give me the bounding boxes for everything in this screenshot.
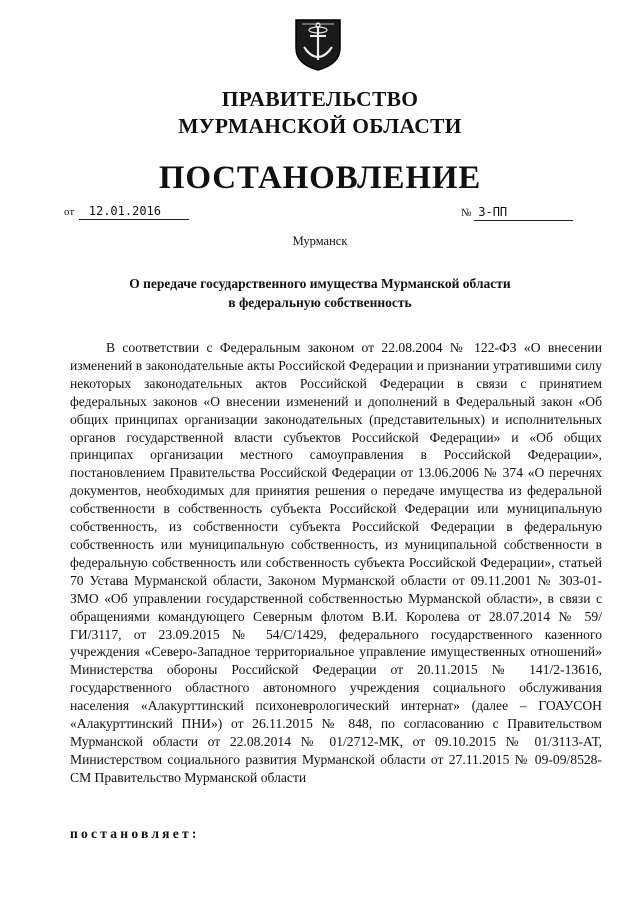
city-name: Мурманск [292, 234, 348, 248]
resolves-keyword: постановляет: [70, 826, 200, 841]
body-paragraph: В соответствии с Федеральным законом от 22.08.2004 № 122-ФЗ «О внесении изменений в законодательные акты Российской Федерации и признании утратившими силу некоторых законодательных актов Российской Федерации в связи с принятием федеральных законов «О внесении изменений и дополнений в Федеральный закон «Об общих принципах организации законодательных (представительных) и исполнительных органов государственной власти субъектов Российской Федерации» и «Об общих принципах организации местного самоуправления в Российской Федерации», постановлением Правительства Российской Федерации от 13.06.2006 № 374 «О перечнях документов, необходимых для принятия решения о передаче имущества из федеральной собственности в собственность субъекта Российской Федерации или муниципальную собственность, из собственности субъекта Российской Федерации в федеральную собственность или муниципальную собственность, из муниципальной собственности в федеральную собственность или собственность субъекта Российской Федерации», статьей 70 Устава Мурманской области, Законом Мурманской области от 09.11.2001 № 303-01-ЗМО «Об управлении государственной собственностью Мурманской области», в связи с обращениями командующего Северным флотом В.И. Королева от 28.07.2014 № 59/ГИ/3117, от 23.09.2015 № 54/С/1429, федерального государственного казенного учреждения «Северо-Западное территориальное управление имущественных отношений» Министерства обороны Российской Федерации от 20.11.2015 № 141/2-13616, государственного областного автономного учреждения социального обслуживания населения «Алакурттинский психоневрологический интернат» (далее – ГОАУСОН «Алакурттинский ПНИ») от 26.11.2015 № 848, по согласованию с Правительством Мурманской области от 22.08.2014 № 01/2712-МК, от 09.10.2015 № 01/3113-АТ, Министерством социального развития Мурманской области от 27.11.2015 № 09-09/8528-СМ Правительство Мурманской области [70, 340, 602, 785]
government-title [0, 86, 640, 140]
number-field [461, 205, 573, 221]
number-prefix: № [461, 207, 472, 219]
coat-of-arms-emblem [293, 14, 343, 72]
number-value: 3-ПП [474, 205, 573, 221]
decree-subject [100, 274, 540, 312]
subject-line2: в федеральную собственность [228, 295, 412, 310]
date-field [64, 204, 189, 220]
government-title-line1: ПРАВИТЕЛЬСТВО [221, 87, 419, 111]
date-prefix: от [64, 206, 75, 218]
subject-line1: О передаче государственного имущества Мурманской области [129, 276, 511, 291]
document-type: ПОСТАНОВЛЕНИЕ [158, 160, 482, 196]
government-title-line2: МУРМАНСКОЙ ОБЛАСТИ [178, 114, 462, 138]
murmansk-coat-of-arms-icon [293, 14, 343, 72]
date-value: 12.01.2016 [79, 204, 189, 220]
